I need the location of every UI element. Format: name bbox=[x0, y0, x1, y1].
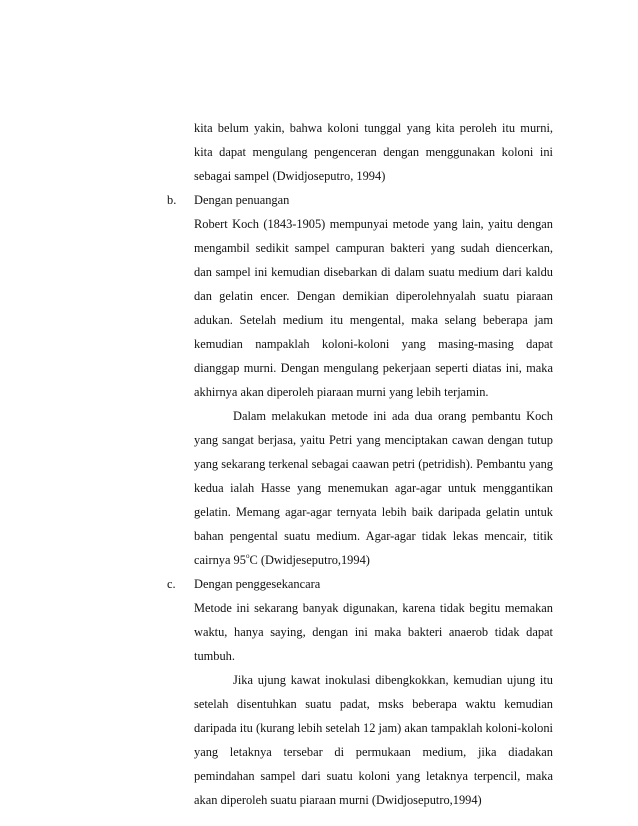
section-c-heading-row bbox=[167, 572, 553, 596]
section-c-paragraph-1: Metode ini sekarang banyak digunakan, karena tidak begitu memakan waktu, hanya saying, dengan ini maka bakteri anaerob tidak dapat tumbuh. bbox=[194, 601, 553, 663]
section-b-heading: Dengan penuangan bbox=[194, 193, 290, 207]
degree-superscript: o bbox=[245, 551, 250, 560]
section-c-marker: c. bbox=[167, 577, 176, 591]
section-b-paragraph-1: Robert Koch (1843-1905) mempunyai metode yang lain, yaitu dengan mengambil sedikit sampel campuran bakteri yang sudah diencerkan, dan sampel ini kemudian disebarkan di dalam suatu medium dari kaldu dan gelatin encer. Dengan demikian diperolehnyalah suatu piaraan adukan. Setelah medium itu mengental, maka selang beberapa jam kemudian nampaklah koloni-koloni yang masing-masing dapat dianggap murni. Dengan mengulang pekerjaan seperti diatas ini, maka akhirnya akan diperoleh piaraan murni yang lebih terjamin. bbox=[194, 217, 553, 399]
section-b bbox=[167, 188, 553, 572]
section-b-heading-row bbox=[167, 188, 553, 212]
intro-paragraph: kita belum yakin, bahwa koloni tunggal yang kita peroleh itu murni, kita dapat mengulang pengenceran dengan menggunakan koloni ini sebagai sampel (Dwidjoseputro, 1994) bbox=[194, 121, 553, 183]
section-c-paragraph-2: Jika ujung kawat inokulasi dibengkokkan, kemudian ujung itu setelah disentuhkan suatu padat, msks beberapa waktu kemudian daripada itu (kurang lebih setelah 12 jam) akan tampaklah koloni-koloni yang letaknya tersebar di permukaan medium, jika diadakan pemindahan sampel dari suatu koloni yang letaknya terpencil, maka akan diperoleh suatu piaraan murni (Dwidjoseputro,1994) bbox=[194, 673, 553, 807]
section-b-paragraph-2-text: Dalam melakukan metode ini ada dua orang pembantu Koch yang sangat berjasa, yaitu Petri yang menciptakan cawan dengan tutup yang sekarang terkenal sebagai caawan petri (petridish). Pembantu yang kedua ialah Hasse yang menemukan agar-agar untuk menggantikan gelatin. Memang agar-agar ternyata lebih baik daripada gelatin untuk bahan pengental suatu medium. Agar-agar tidak lekas mencair, titik cairnya 95 bbox=[194, 409, 553, 567]
section-c-heading: Dengan penggesekancara bbox=[194, 577, 321, 591]
section-b-paragraph-2 bbox=[194, 404, 553, 572]
section-b-marker: b. bbox=[167, 193, 177, 207]
section-b-paragraph-2-end: C (Dwidjeseputro,1994) bbox=[249, 553, 370, 567]
section-c bbox=[167, 572, 553, 812]
page-body bbox=[167, 116, 553, 812]
